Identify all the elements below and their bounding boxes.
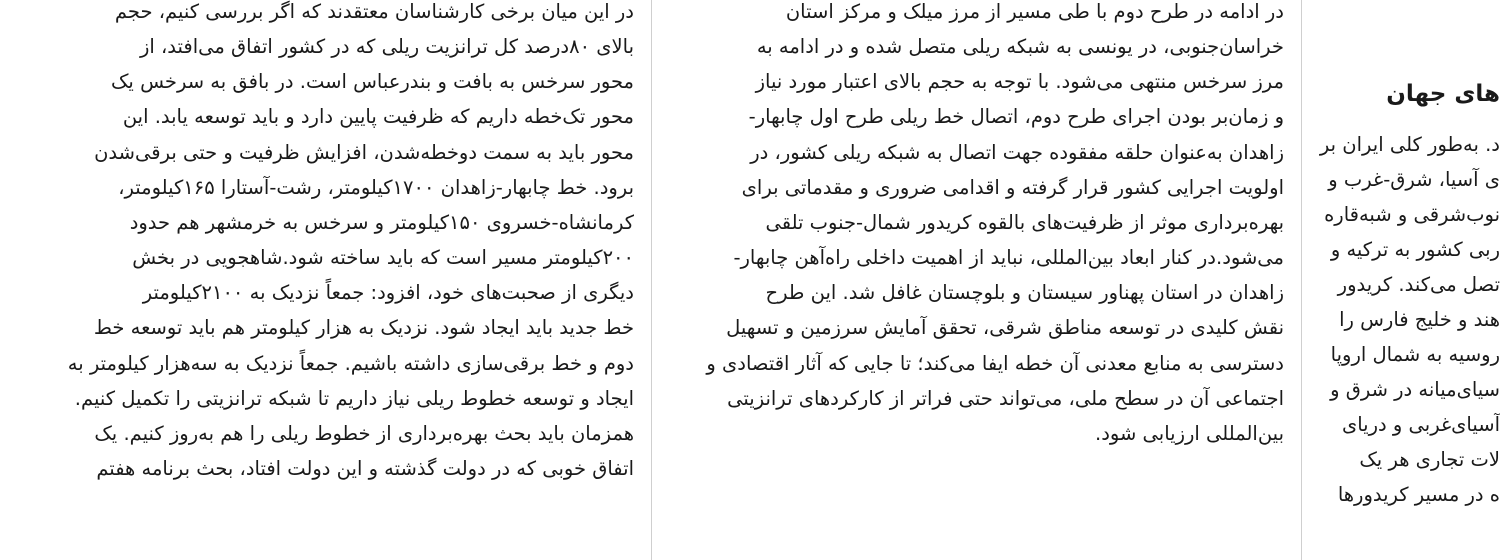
left-line-12: ایجاد و توسعه خطوط ریلی نیاز داریم تا شبکه ترانزیتی را تکمیل کنیم. [74,387,634,410]
middle-line-6: اولویت اجرایی کشور قرار گرفته و اقدامی ضروری و مقدماتی برای [741,176,1284,199]
middle-line-11: دسترسی به منابع معدنی آن خطه ایفا می‌کند؛ تا جایی که آثار اقتصادی و [706,352,1284,375]
left-line-7: کرمانشاه-خسروی ۱۵۰کیلومتر و سرخس به خرمشهر هم حدود [129,211,634,234]
section-heading: های جهان [1386,81,1500,107]
middle-line-5: زاهدان به‌عنوان حلقه مفقوده جهت اتصال به شبکه ریلی کشور، در [750,141,1284,164]
right-line-8: سیای‌میانه در شرق و [1330,378,1500,401]
right-line-5: تصل می‌کند. کریدور [1337,273,1500,296]
left-line-2: بالای ۸۰درصد کل ترانزیت ریلی که در کشور اتفاق می‌افتد، از [139,35,634,58]
middle-text-column [668,0,1284,560]
middle-line-7: بهره‌برداری موثر از ظرفیت‌های بالقوه کریدور شمال-جنوب تلقی [765,211,1284,234]
left-line-9: دیگری از صحبت‌های خود، افزود: جمعاً نزدیک به ۲۱۰۰کیلومتر [142,281,634,304]
left-line-10: خط جدید باید ایجاد شود. نزدیک به هزار کیلومتر هم باید توسعه خط [93,316,634,339]
middle-line-13: بین‌المللی ارزیابی شود. [1095,422,1284,445]
middle-line-10: نقش کلیدی در توسعه مناطق شرقی، تحقق آمایش سرزمین و تسهیل [726,316,1284,339]
middle-line-2: خراسان‌جنوبی، در یونسی به شبکه ریلی متصل شده و در ادامه به [756,35,1284,58]
middle-line-12: اجتماعی آن در سطح ملی، می‌تواند حتی فراتر از کارکردهای ترانزیتی [727,387,1284,410]
right-line-3: نوب‌شرقی و شبه‌قاره [1324,203,1500,226]
left-line-4: محور تک‌خطه داریم که ظرفیت پایین دارد و باید توسعه یابد. این [122,105,634,128]
middle-line-3: مرز سرخس منتهی می‌شود. با توجه به حجم بالای اعتبار مورد نیاز [755,70,1284,93]
right-line-10: لات تجاری هر یک [1359,448,1500,471]
right-line-1: د. به‌طور کلی ایران بر [1319,133,1500,156]
middle-line-8: می‌شود.در کنار ابعاد بین‌المللی، نباید از اهمیت داخلی راه‌آهن چابهار- [733,246,1284,269]
middle-line-9: زاهدان در استان پهناور سیستان و بلوچستان غافل شد. این طرح [765,281,1284,304]
middle-line-4: و زمان‌بر بودن اجرای طرح دوم، اتصال خط ریلی طرح اول چابهار- [748,105,1284,128]
left-line-8: ۲۰۰کیلومتر مسیر است که باید ساخته شود.شاهجویی در بخش [132,246,634,269]
left-line-11: دوم و خط برقی‌سازی داشته باشیم. جمعاً نزدیک به سه‌هزار کیلومتر به [67,352,634,375]
left-text-column [18,0,634,560]
left-line-14: اتفاق خوبی که در دولت گذشته و این دولت افتاد، بحث برنامه هفتم [96,457,634,480]
left-line-6: برود. خط چابهار-زاهدان ۱۷۰۰کیلومتر، رشت-آستارا ۱۶۵کیلومتر، [118,176,634,199]
left-line-3: محور سرخس به بافت و بندرعباس است. در بافق به سرخس یک [110,70,634,93]
middle-line-1: در ادامه در طرح دوم با طی مسیر از مرز میلک و مرکز استان [785,0,1284,23]
right-line-6: هند و خلیج فارس را [1339,308,1500,331]
left-line-5: محور باید به سمت دوخطه‌شدن، افزایش ظرفیت و حتی برقی‌شدن [94,141,634,164]
right-line-2: ی آسیا، شرق-غرب و [1328,168,1500,191]
right-line-7: روسیه به شمال اروپا [1330,343,1500,366]
left-line-13: همزمان باید بحث بهره‌برداری از خطوط ریلی را هم به‌روز کنیم. یک [94,422,634,445]
right-line-11: ه در مسیر کریدورها [1337,483,1500,506]
right-text-column [1318,0,1500,560]
right-line-4: ربی کشور به ترکیه و [1330,238,1500,261]
left-line-1: در این میان برخی کارشناسان معتقدند که اگر بررسی کنیم، حجم [114,0,634,23]
right-line-9: آسیای‌غربی و دریای [1341,413,1500,436]
column-divider-right [1301,0,1302,560]
column-divider-left [651,0,652,560]
